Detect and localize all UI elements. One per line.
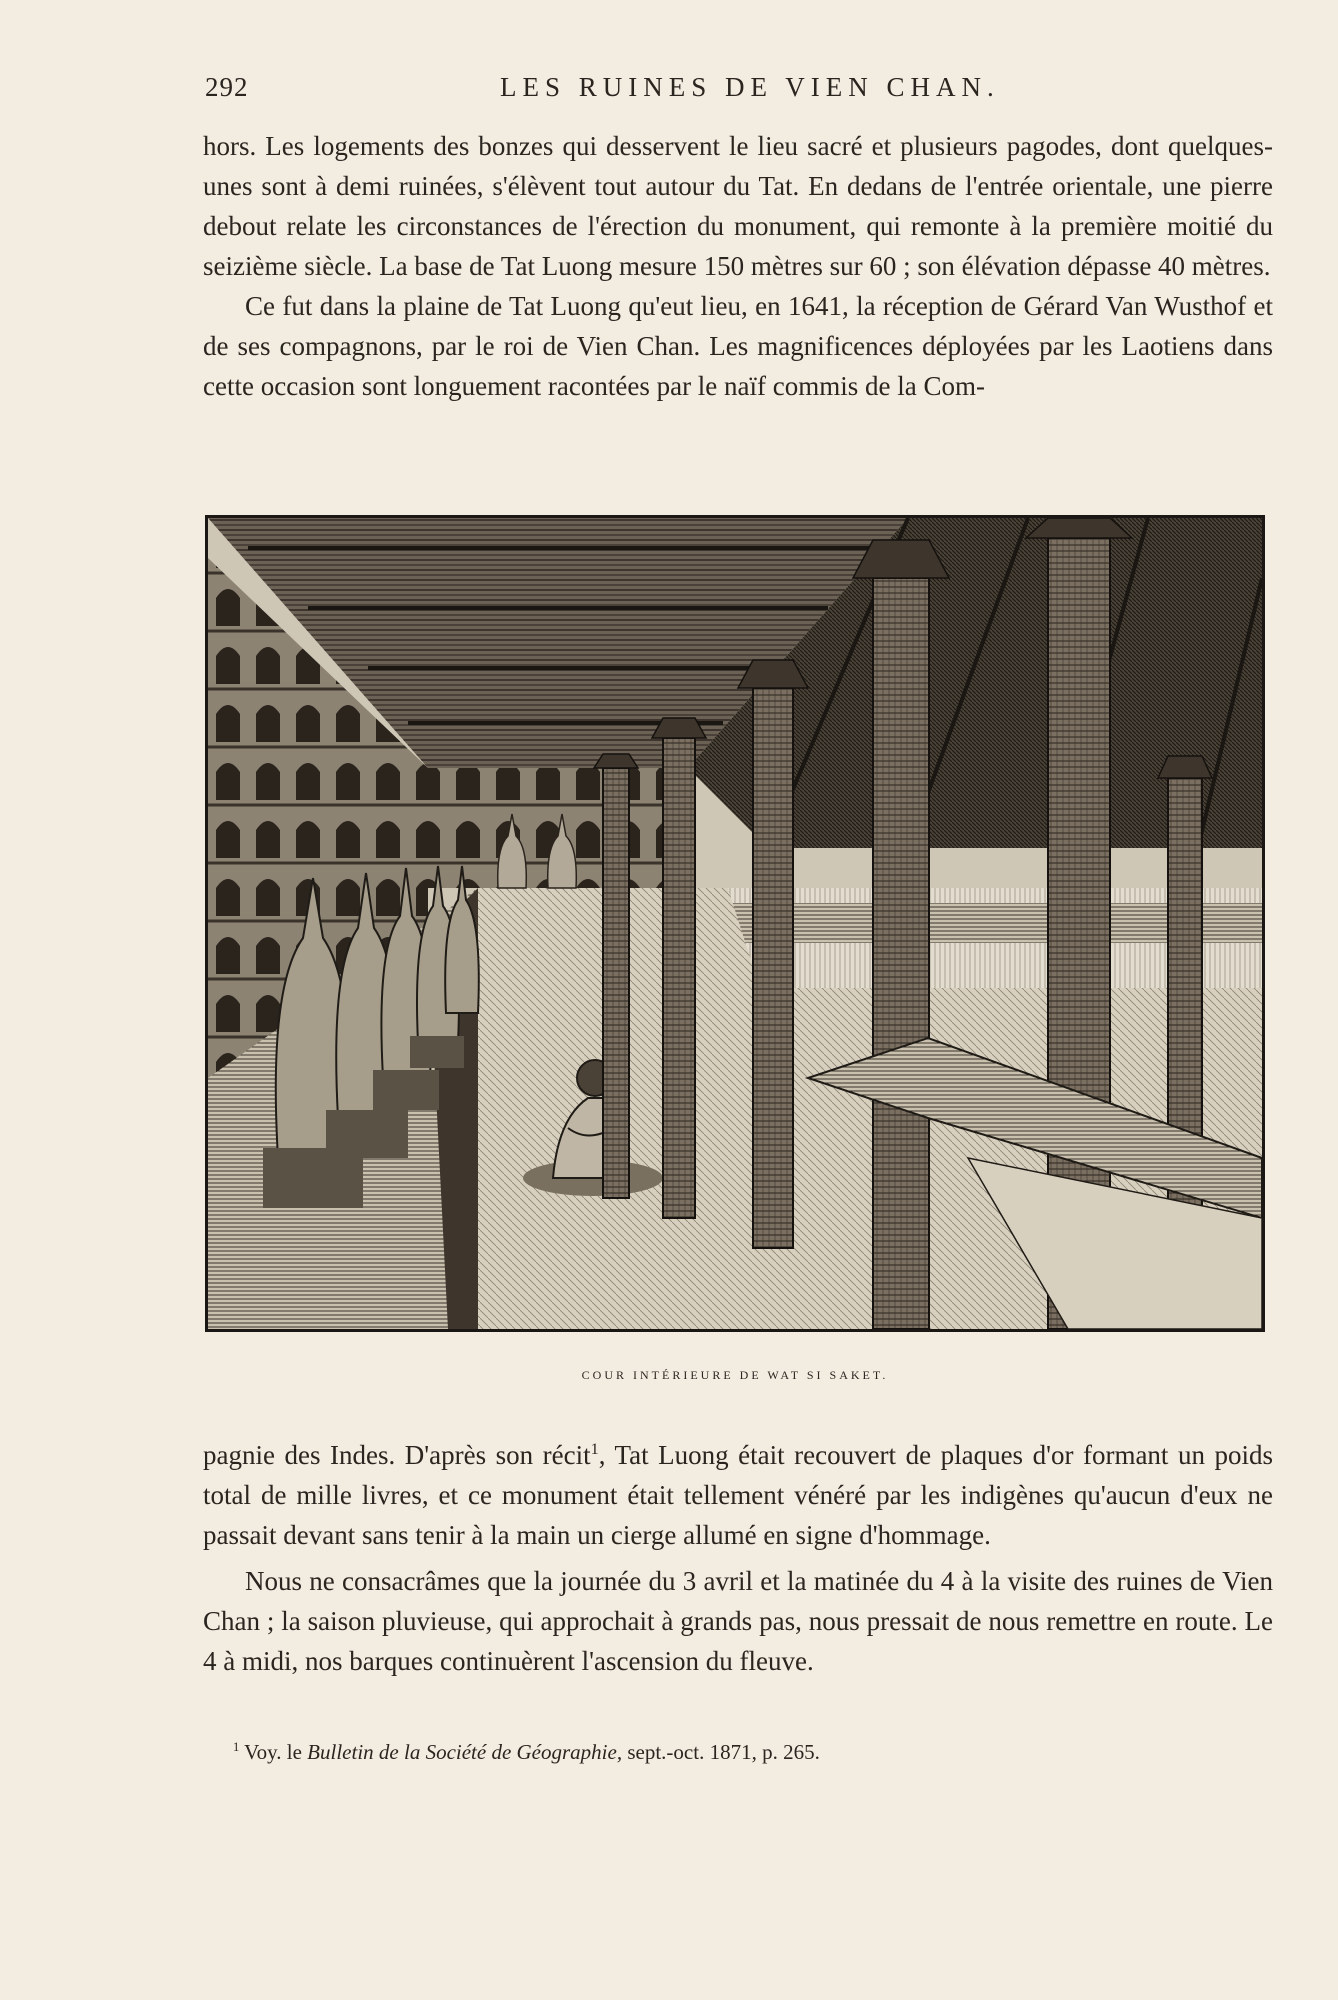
paragraph: Nous ne consacrâmes que la journée du 3 avril et la matinée du 4 à la visite des ruines de Vien Chan ; la saison pluvieuse, qui approchait à grands pas, nous pressait de nous remettre en route. Le 4 à midi, nos barques continuèrent l'ascension du fleuve. [203, 1566, 1273, 1676]
body-text-top [203, 126, 1273, 406]
paragraph: Ce fut dans la plaine de Tat Luong qu'eut lieu, en 1641, la réception de Gérard Van Wusthof et de ses compagnons, par le roi de Vien Chan. Les magnificences déployées par les Laotiens dans cette occasion sont longuement racontées par le naïf commis de la Com- [203, 291, 1273, 401]
footnote-suffix: sept.-oct. 1871, p. 265. [627, 1740, 820, 1764]
footnote [233, 1740, 1233, 1765]
paragraph-text: , Tat Luong était recouvert de plaques d'or formant un poids total de mille livres, et ce monument était tellement vénéré par les indigènes qu'aucun d'eux ne passait devant sans tenir à la main un cierge allumé en signe d'hommage. [203, 1440, 1273, 1550]
page-header [205, 72, 1270, 112]
body-text-bottom [203, 1435, 1273, 1681]
paragraph-text: pagnie des Indes. D'après son récit [203, 1440, 591, 1470]
page-number: 292 [205, 72, 249, 102]
footnote-prefix: Voy. le [244, 1740, 302, 1764]
running-title: LES RUINES DE VIEN CHAN. [500, 72, 1000, 102]
figure-caption: COUR INTÉRIEURE DE WAT SI SAKET. [581, 1368, 889, 1382]
footnote-title: Bulletin de la Société de Géographie, [307, 1740, 623, 1764]
footnote-reference: 1 [590, 1440, 599, 1458]
paragraph [203, 1435, 1273, 1555]
footnote-marker: 1 [233, 1740, 240, 1754]
engraving-illustration [205, 515, 1265, 1332]
paragraph: hors. Les logements des bonzes qui desservent le lieu sacré et plusieurs pagodes, dont quelques-unes sont à demi ruinées, s'élèvent tout autour du Tat. En dedans de l'entrée orientale, une pierre debout relate les circonstances de l'érection du monument, qui remonte à la première moitié du seizième siècle. La base de Tat Luong mesure 150 mètres sur 60 ; son élévation dépasse 40 mètres. [203, 131, 1273, 281]
